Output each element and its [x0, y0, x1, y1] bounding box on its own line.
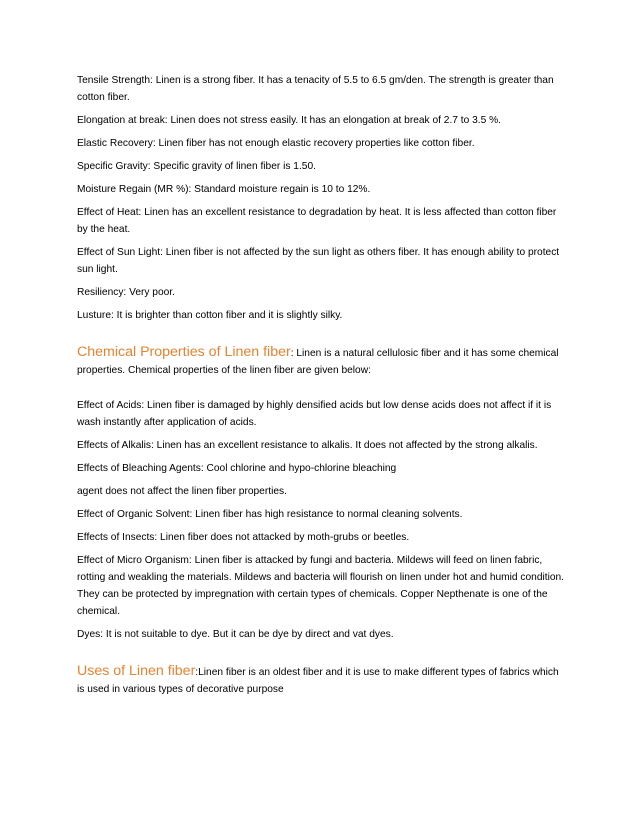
uses-section — [77, 663, 567, 698]
paragraph-specific-gravity: Specific Gravity: Specific gravity of linen fiber is 1.50. — [77, 161, 316, 172]
paragraph-effect-of-heat: Effect of Heat: Linen has an excellent resistance to degradation by heat. It is less affected than cotton fiber by the heat. — [77, 207, 557, 235]
spacer — [77, 649, 567, 663]
paragraph-effects-of-alkalis: Effects of Alkalis: Linen has an excellent resistance to alkalis. It does not affected by the strong alkalis. — [77, 440, 538, 451]
paragraph-effect-of-acids: Effect of Acids: Linen fiber is damaged by highly densified acids but low dense acids does not affect if it is wash instantly after application of acids. — [77, 400, 552, 428]
paragraph-resiliency: Resiliency: Very poor. — [77, 287, 175, 298]
chemical-properties-intro: : Linen is a natural cellulosic fiber and it has some chemical properties. Chemical properties of the linen fiber are given below: — [77, 348, 559, 376]
uses-heading: Uses of Linen fiber — [77, 663, 196, 679]
paragraph-moisture-regain: Moisture Regain (MR %): Standard moisture regain is 10 to 12%. — [77, 184, 371, 195]
paragraph-bleaching-agents-continued: agent does not affect the linen fiber properties. — [77, 486, 287, 497]
document-page — [77, 72, 567, 704]
paragraph-elastic-recovery: Elastic Recovery: Linen fiber has not enough elastic recovery properties like cotton fiber. — [77, 138, 475, 149]
paragraph-effects-of-bleaching-agents: Effects of Bleaching Agents: Cool chlorine and hypo-chlorine bleaching — [77, 463, 397, 474]
paragraph-elongation: Elongation at break: Linen does not stress easily. It has an elongation at break of 2.7 to 3.5 %. — [77, 115, 501, 126]
paragraph-effects-of-insects: Effects of Insects: Linen fiber does not attacked by moth-grubs or beetles. — [77, 532, 410, 543]
paragraph-lusture: Lusture: It is brighter than cotton fiber and it is slightly silky. — [77, 310, 343, 321]
paragraph-tensile-strength: Tensile Strength: Linen is a strong fiber. It has a tenacity of 5.5 to 6.5 gm/den. The strength is greater than cotton fiber. — [77, 75, 554, 103]
chemical-properties-heading: Chemical Properties of Linen fiber — [77, 344, 291, 360]
spacer — [77, 330, 567, 344]
uses-intro: :Linen fiber is an oldest fiber and it is use to make different types of fabrics which is used in various types of decorative purpose — [77, 667, 559, 695]
paragraph-effect-of-organic-solvent: Effect of Organic Solvent: Linen fiber has high resistance to normal cleaning solvents. — [77, 509, 463, 520]
paragraph-effect-of-micro-organism: Effect of Micro Organism: Linen fiber is attacked by fungi and bacteria. Mildews will feed on linen fabric, rotting and weakling the materials. Mildews and bacteria will flourish on linen under hot and humid condition. They can be protected by impregnation with certain types of chemicals. Copper Nepthenate is one of the chemical. — [77, 555, 565, 617]
paragraph-effect-of-sun-light: Effect of Sun Light: Linen fiber is not affected by the sun light as others fiber. It has enough ability to protect sun light. — [77, 247, 560, 275]
chemical-properties-section — [77, 344, 567, 379]
spacer — [77, 385, 567, 397]
paragraph-dyes: Dyes: It is not suitable to dye. But it can be dye by direct and vat dyes. — [77, 629, 394, 640]
